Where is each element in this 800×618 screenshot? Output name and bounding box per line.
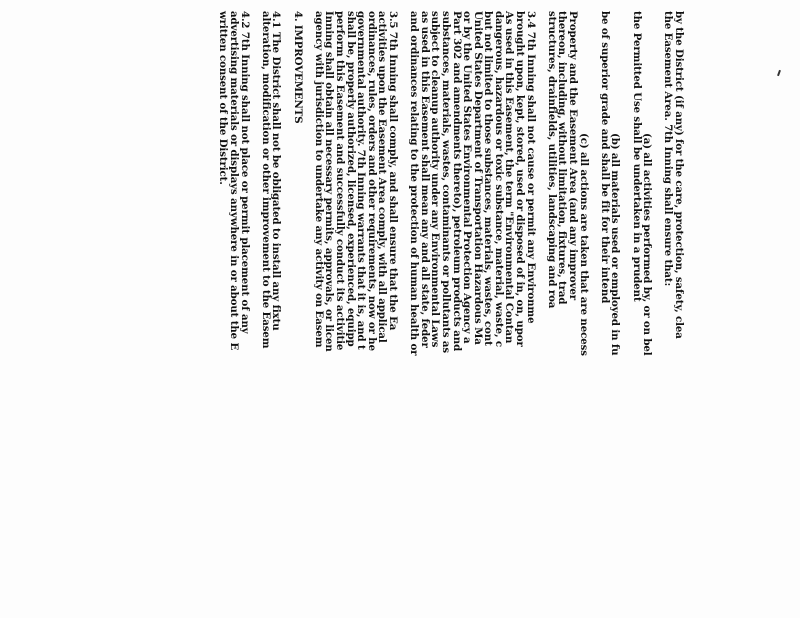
document-line: activities upon the Easement Area comply, with all applical: [376, 11, 389, 343]
document-line: dangerous, hazardous or toxic substance, material, waste, c: [492, 11, 505, 347]
document-line: and ordinances relating to the protection of human health or: [408, 11, 421, 356]
document-line: ordinances, rules, orders and other requirements, now or he: [365, 11, 378, 351]
document-line: subject to cleanup authority under any Environmental Laws: [429, 11, 442, 348]
document-line: by the District (if any) for the care, protection, safety, clea: [673, 11, 685, 339]
document-line: (b) all materials used or employed in fu: [609, 133, 622, 356]
document-line: Inning shall obtain all necessary permits, approvals, or licen: [323, 11, 336, 352]
document-line: the Easement Area. 7th Inning shall ensure that:: [662, 11, 675, 287]
document-line: 4. IMPROVEMENTS: [291, 11, 304, 124]
rotated-text-region: [128, 11, 724, 567]
document-line: governmental authority. 7th Inning warrants that it is, and t: [355, 11, 368, 350]
document-line: thereon, including, without limitation, fixtures, trad: [556, 11, 569, 305]
document-line: be of superior grade and shall be fit for their intend: [598, 11, 611, 304]
document-line: United States Department of Transportation Hazardous Ma: [471, 11, 484, 345]
blank-line: [250, 11, 261, 607]
document-line: Property and the Easement Area (and any improver: [567, 11, 580, 301]
document-line: or by the United States Environmental Protection Agency a: [461, 11, 474, 344]
document-line: perform this Easement and successfully conduct its activitie: [334, 11, 346, 351]
document-line: As used in this Easement, the term "Environmental Contan: [503, 11, 516, 344]
document-line: Part 302 and amendments thereto), petroleum products and: [450, 11, 463, 352]
document-line: 3.5 7th Inning shall comply, and shall ensure that the Ea: [386, 11, 399, 331]
document-line: brought upon, kept, stored, used or disposed of in, on, upor: [514, 11, 527, 347]
document-body: [218, 11, 684, 607]
document-line: but not limited to those substances, materials, wastes, cont: [482, 11, 495, 346]
document-line: (a) all activities performed by, or on bel: [641, 133, 654, 356]
blank-line: [620, 11, 631, 607]
document-line: 4.1 The District shall not be obligated to install any fixtu: [270, 11, 283, 331]
document-line: 4.2 7th Inning shall not place or permit placement of any: [238, 11, 251, 334]
document-line: as used in this Easement shall mean any and all state, feder: [418, 11, 431, 348]
document-line: substances, materials, wastes, contaminants or pollutants as: [439, 11, 452, 354]
scan-speck: [777, 70, 781, 76]
blank-line: [589, 11, 600, 607]
blank-line: [281, 11, 292, 607]
document-line: 3.4 7th Inning shall not cause or permit any Environme: [524, 11, 537, 324]
document-line: structures, drainfields, utilities, landscaping and roa: [545, 11, 558, 309]
blank-line: [536, 11, 547, 607]
document-line: advertising materials or displays anywhere in or about the E: [228, 11, 241, 351]
document-line: written consent of the District.: [217, 11, 230, 185]
document-line: alteration, modification or other improvement to the Easem: [259, 11, 272, 349]
document-line: agency with jurisdiction to undertake any activity on Easem: [312, 11, 325, 348]
blank-line: [303, 11, 314, 607]
blank-line: [652, 11, 663, 607]
document-line: shall be, properly authorized, licensed, experienced, equipp: [344, 11, 357, 347]
document-line: (c) all actions are taken that are necess: [577, 133, 590, 356]
blank-line: [398, 11, 409, 607]
document-line: the Permitted Use shall be undertaken in a prudent: [630, 11, 643, 302]
